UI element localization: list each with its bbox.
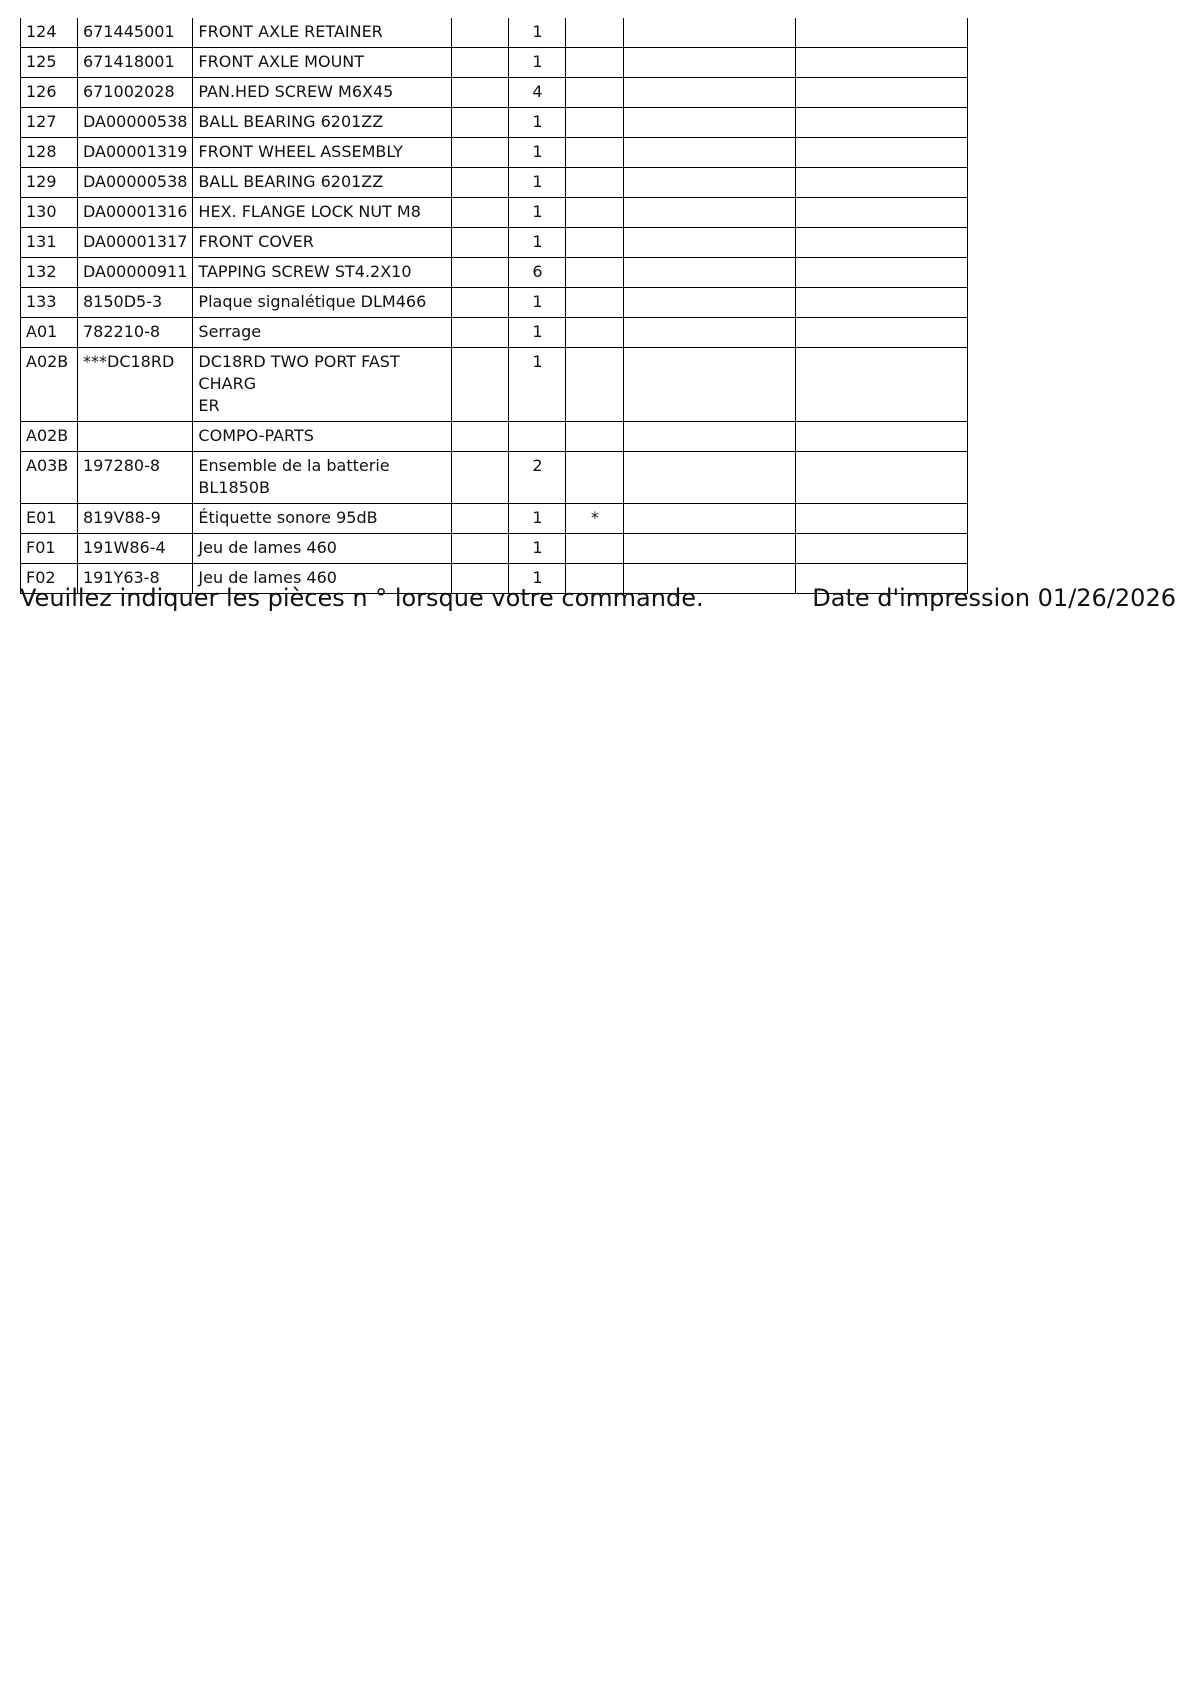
empty-cell [796, 348, 968, 422]
description-cell: Ensemble de la batterie BL1850B [193, 452, 452, 504]
part-number-cell: 671418001 [78, 48, 193, 78]
description-cell: HEX. FLANGE LOCK NUT M8 [193, 198, 452, 228]
part-number-cell: 819V88-9 [78, 504, 193, 534]
item-number-cell: 126 [21, 78, 78, 108]
empty-cell [624, 534, 796, 564]
table-row [21, 534, 968, 564]
item-number-cell: F02 [21, 564, 78, 594]
table-row [21, 348, 968, 422]
empty-cell [624, 348, 796, 422]
empty-cell [452, 168, 509, 198]
empty-cell [624, 504, 796, 534]
empty-cell [452, 78, 509, 108]
item-number-cell: 124 [21, 18, 78, 48]
note-cell [566, 108, 624, 138]
note-cell [566, 18, 624, 48]
part-number-cell: 191Y63-8 [78, 564, 193, 594]
note-cell [566, 288, 624, 318]
note-cell: * [566, 504, 624, 534]
empty-cell [624, 452, 796, 504]
note-cell [566, 452, 624, 504]
quantity-cell: 1 [509, 138, 566, 168]
item-number-cell: 129 [21, 168, 78, 198]
item-number-cell: A01 [21, 318, 78, 348]
item-number-cell: 133 [21, 288, 78, 318]
description-cell: Plaque signalétique DLM466 [193, 288, 452, 318]
table-row [21, 78, 968, 108]
empty-cell [796, 138, 968, 168]
description-cell: FRONT AXLE RETAINER [193, 18, 452, 48]
quantity-cell: 1 [509, 564, 566, 594]
part-number-cell: ***DC18RD [78, 348, 193, 422]
empty-cell [796, 228, 968, 258]
empty-cell [452, 138, 509, 168]
item-number-cell: A03B [21, 452, 78, 504]
quantity-cell: 1 [509, 18, 566, 48]
table-row [21, 168, 968, 198]
note-cell [566, 138, 624, 168]
description-cell: Serrage [193, 318, 452, 348]
table-row [21, 18, 968, 48]
table-row [21, 452, 968, 504]
item-number-cell: A02B [21, 422, 78, 452]
note-cell [566, 48, 624, 78]
item-number-cell: F01 [21, 534, 78, 564]
table-row [21, 258, 968, 288]
table-row [21, 138, 968, 168]
empty-cell [796, 504, 968, 534]
parts-table-body [21, 18, 968, 594]
part-number-cell: 197280-8 [78, 452, 193, 504]
quantity-cell: 1 [509, 348, 566, 422]
empty-cell [624, 198, 796, 228]
empty-cell [624, 422, 796, 452]
part-number-cell: 191W86-4 [78, 534, 193, 564]
description-cell: Jeu de lames 460 [193, 564, 452, 594]
description-cell: FRONT WHEEL ASSEMBLY [193, 138, 452, 168]
description-cell: BALL BEARING 6201ZZ [193, 168, 452, 198]
table-row [21, 108, 968, 138]
empty-cell [452, 318, 509, 348]
note-cell [566, 422, 624, 452]
part-number-cell [78, 422, 193, 452]
empty-cell [624, 78, 796, 108]
description-cell: Étiquette sonore 95dB [193, 504, 452, 534]
empty-cell [796, 48, 968, 78]
description-cell: FRONT COVER [193, 228, 452, 258]
part-number-cell: 671002028 [78, 78, 193, 108]
description-cell: Jeu de lames 460 [193, 534, 452, 564]
table-row [21, 198, 968, 228]
note-cell [566, 318, 624, 348]
empty-cell [796, 452, 968, 504]
quantity-cell: 1 [509, 108, 566, 138]
item-number-cell: 130 [21, 198, 78, 228]
table-row [21, 228, 968, 258]
part-number-cell: 671445001 [78, 18, 193, 48]
quantity-cell: 6 [509, 258, 566, 288]
item-number-cell: 128 [21, 138, 78, 168]
empty-cell [452, 288, 509, 318]
empty-cell [452, 108, 509, 138]
part-number-cell: DA00000911 [78, 258, 193, 288]
empty-cell [624, 108, 796, 138]
empty-cell [624, 258, 796, 288]
empty-cell [452, 422, 509, 452]
empty-cell [452, 48, 509, 78]
note-cell [566, 228, 624, 258]
note-cell [566, 348, 624, 422]
print-date: Date d'impression 01/26/2026 [812, 584, 1176, 612]
empty-cell [796, 318, 968, 348]
table-row [21, 288, 968, 318]
quantity-cell: 1 [509, 288, 566, 318]
note-cell [566, 198, 624, 228]
description-cell: PAN.HED SCREW M6X45 [193, 78, 452, 108]
item-number-cell: A02B [21, 348, 78, 422]
empty-cell [624, 318, 796, 348]
quantity-cell: 1 [509, 48, 566, 78]
order-instruction: Veuillez indiquer les pièces n ° lorsque votre commande. [20, 584, 704, 612]
quantity-cell: 1 [509, 504, 566, 534]
quantity-cell: 4 [509, 78, 566, 108]
part-number-cell: 8150D5-3 [78, 288, 193, 318]
part-number-cell: DA00001319 [78, 138, 193, 168]
description-cell: DC18RD TWO PORT FAST CHARG ER [193, 348, 452, 422]
table-row [21, 504, 968, 534]
quantity-cell: 1 [509, 534, 566, 564]
empty-cell [624, 228, 796, 258]
empty-cell [796, 422, 968, 452]
part-number-cell: DA00001317 [78, 228, 193, 258]
empty-cell [796, 18, 968, 48]
part-number-cell: 782210-8 [78, 318, 193, 348]
part-number-cell: DA00000538 [78, 108, 193, 138]
empty-cell [796, 288, 968, 318]
empty-cell [624, 48, 796, 78]
table-row [21, 318, 968, 348]
empty-cell [452, 18, 509, 48]
empty-cell [452, 534, 509, 564]
empty-cell [796, 534, 968, 564]
item-number-cell: 125 [21, 48, 78, 78]
part-number-cell: DA00001316 [78, 198, 193, 228]
description-cell: COMPO-PARTS [193, 422, 452, 452]
item-number-cell: E01 [21, 504, 78, 534]
item-number-cell: 132 [21, 258, 78, 288]
empty-cell [452, 504, 509, 534]
parts-table [20, 18, 968, 594]
item-number-cell: 131 [21, 228, 78, 258]
empty-cell [796, 198, 968, 228]
empty-cell [796, 258, 968, 288]
quantity-cell: 1 [509, 198, 566, 228]
empty-cell [624, 18, 796, 48]
description-cell: TAPPING SCREW ST4.2X10 [193, 258, 452, 288]
note-cell [566, 534, 624, 564]
description-cell: BALL BEARING 6201ZZ [193, 108, 452, 138]
empty-cell [624, 168, 796, 198]
quantity-cell [509, 422, 566, 452]
empty-cell [796, 78, 968, 108]
table-row [21, 422, 968, 452]
empty-cell [624, 138, 796, 168]
note-cell [566, 168, 624, 198]
note-cell [566, 258, 624, 288]
part-number-cell: DA00000538 [78, 168, 193, 198]
quantity-cell: 1 [509, 168, 566, 198]
description-cell: FRONT AXLE MOUNT [193, 48, 452, 78]
quantity-cell: 1 [509, 318, 566, 348]
empty-cell [624, 288, 796, 318]
empty-cell [452, 452, 509, 504]
empty-cell [452, 258, 509, 288]
quantity-cell: 1 [509, 228, 566, 258]
note-cell [566, 78, 624, 108]
empty-cell [796, 108, 968, 138]
empty-cell [452, 228, 509, 258]
empty-cell [452, 198, 509, 228]
empty-cell [796, 168, 968, 198]
quantity-cell: 2 [509, 452, 566, 504]
item-number-cell: 127 [21, 108, 78, 138]
empty-cell [452, 348, 509, 422]
table-row [21, 48, 968, 78]
